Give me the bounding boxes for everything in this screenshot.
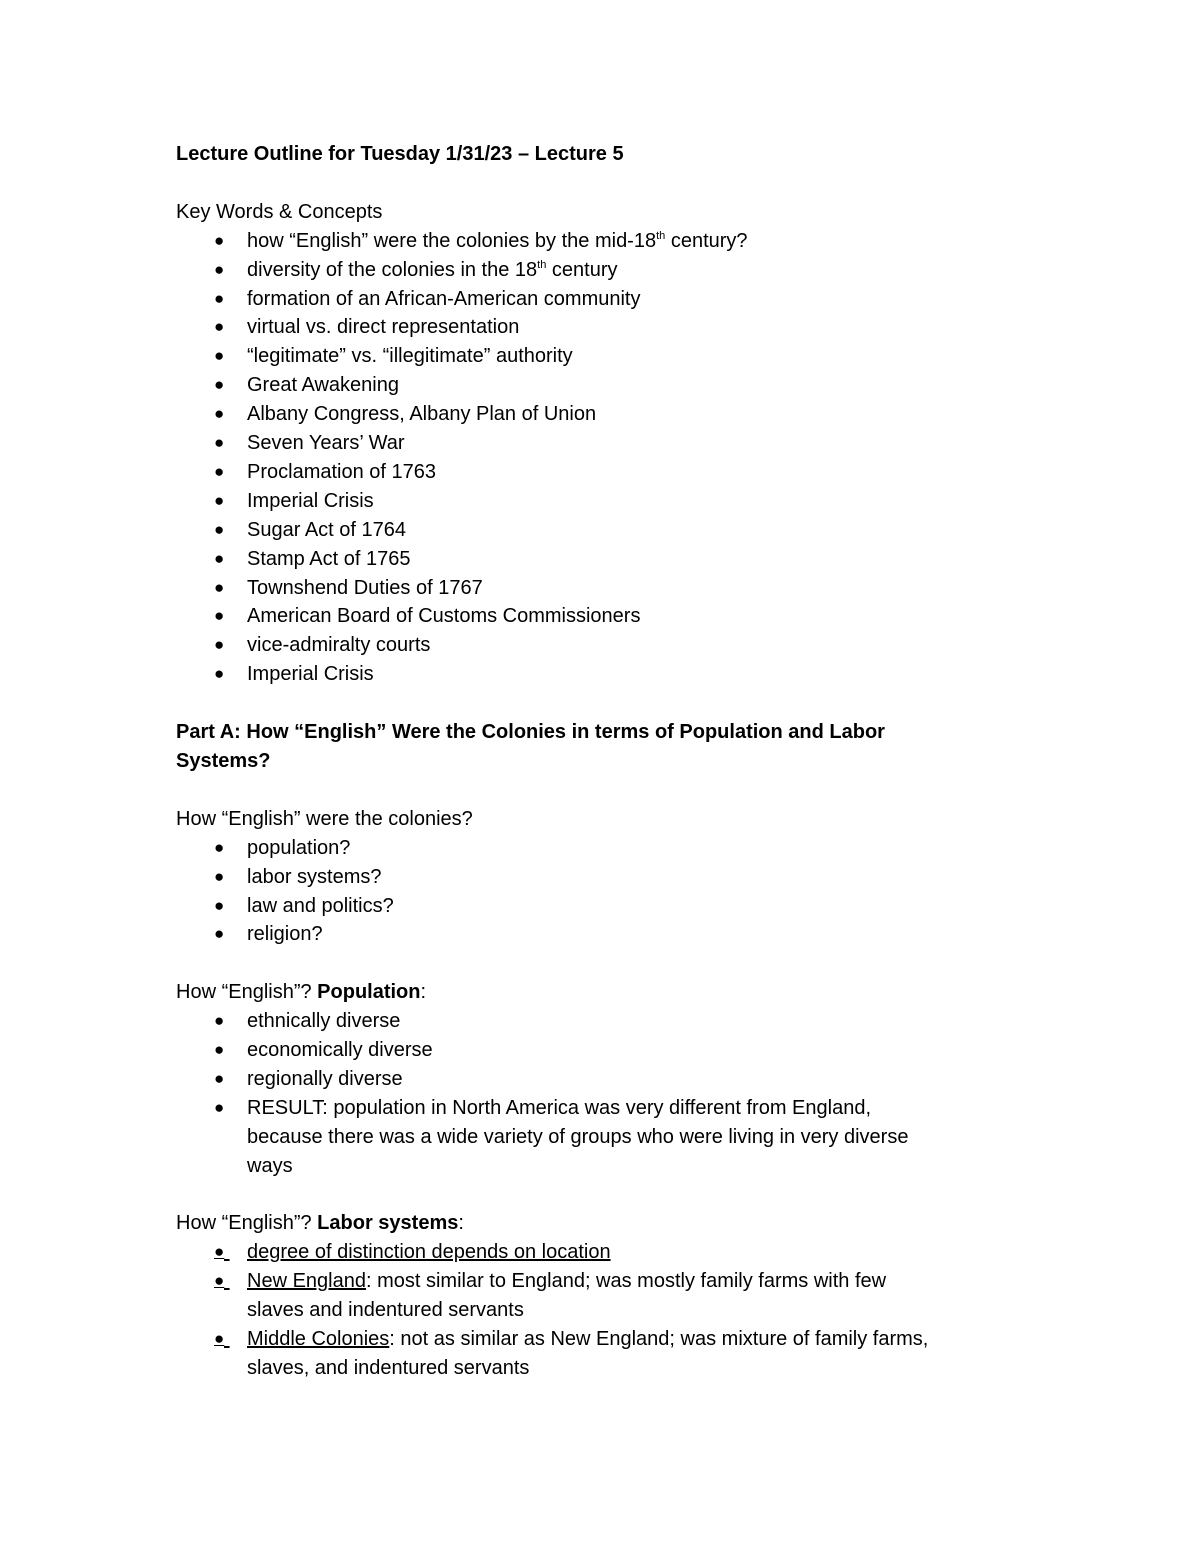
part-a-heading-line: Part A: How “English” Were the Colonies in terms of Population and Labor [176, 721, 885, 744]
labor-heading [176, 1209, 1036, 1238]
list-item [176, 342, 1036, 371]
list-item-label: New England [247, 1270, 366, 1293]
bullet-icon: ● [214, 317, 225, 337]
list-item-text: Great Awakening [247, 374, 399, 397]
list-item-text: : not as similar as New England; was mixture of family farms, [389, 1328, 929, 1351]
list-item [176, 1238, 1036, 1267]
list-item-text: religion? [247, 923, 323, 946]
bullet-icon: ● [214, 924, 225, 944]
bullet-icon: ● [214, 837, 225, 857]
list-item [176, 400, 1036, 429]
bullet-icon: ● [214, 1097, 225, 1117]
list-item-text: ethnically diverse [247, 1010, 401, 1033]
bullet-icon: ● [214, 490, 225, 510]
list-item-text: Seven Years’ War [247, 432, 405, 455]
spacer [176, 169, 1036, 198]
spacer [176, 776, 1036, 805]
bullet-icon: ● [214, 404, 225, 424]
list-item-text: : most similar to England; was mostly family farms with few [365, 1270, 887, 1293]
how-english-list [176, 834, 1036, 950]
list-item [176, 834, 1036, 863]
bullet-icon: ● [214, 664, 225, 684]
bullet-icon: ● [214, 346, 225, 366]
list-item-text: virtual vs. direct representation [247, 316, 520, 339]
population-heading [176, 978, 1036, 1007]
population-list [176, 1007, 1036, 1180]
list-item [176, 1065, 1036, 1094]
list-item-text: century [546, 258, 618, 281]
list-item [176, 602, 1036, 631]
list-item-text: slaves, and indentured servants [247, 1356, 530, 1379]
bullet-icon: ● [214, 433, 225, 453]
key-words-heading: Key Words & Concepts [176, 200, 383, 223]
list-item-text: Stamp Act of 1765 [247, 547, 411, 570]
list-item-text: Imperial Crisis [247, 489, 374, 512]
list-item [176, 458, 1036, 487]
underline-spacer [224, 1325, 247, 1354]
list-item [176, 429, 1036, 458]
list-item [176, 516, 1036, 545]
bullet-icon: ● [214, 1011, 225, 1031]
bullet-icon: ● [214, 259, 225, 279]
bullet-icon: ● [214, 895, 225, 915]
list-item [176, 313, 1036, 342]
bullet-icon: ● [214, 1242, 225, 1262]
list-item-text: Proclamation of 1763 [247, 460, 437, 483]
list-item-text: degree of distinction depends on location [247, 1241, 611, 1264]
spacer [176, 689, 1036, 718]
list-item [176, 574, 1036, 603]
list-item-text: Townshend Duties of 1767 [247, 576, 483, 599]
part-a-heading [176, 718, 1036, 776]
list-item [176, 920, 1036, 949]
list-item-text: American Board of Customs Commissioners [247, 605, 641, 628]
list-item [176, 1325, 1036, 1383]
part-a-heading-line: Systems? [176, 750, 271, 772]
list-item-text: formation of an African-American community [247, 287, 641, 310]
bullet-icon: ● [214, 606, 225, 626]
spacer [176, 1181, 1036, 1210]
list-item [176, 631, 1036, 660]
bullet-icon: ● [214, 1040, 225, 1060]
how-english-heading: How “English” were the colonies? [176, 807, 473, 830]
bullet-icon: ● [214, 635, 225, 655]
bullet-icon: ● [214, 866, 225, 886]
list-item [176, 1036, 1036, 1065]
list-item [176, 487, 1036, 516]
list-item-text: Imperial Crisis [247, 663, 374, 686]
list-item [176, 1094, 1036, 1181]
list-item-label: Middle Colonies [247, 1328, 390, 1351]
list-item-text: how “English” were the colonies by the mid-18 [247, 229, 657, 252]
list-item [176, 1007, 1036, 1036]
list-item-text: economically diverse [247, 1039, 433, 1062]
heading-bold: Population [317, 981, 421, 1004]
list-item-text: vice-admiralty courts [247, 634, 431, 657]
list-item-text: Albany Congress, Albany Plan of Union [247, 403, 597, 426]
heading-prefix: How “English”? [176, 981, 318, 1004]
bullet-icon: ● [214, 1271, 225, 1291]
list-item-text: population? [247, 836, 351, 859]
bullet-icon: ● [214, 1329, 225, 1349]
key-words-list [176, 227, 1036, 690]
list-item [176, 1267, 1036, 1325]
list-item-text: diversity of the colonies in the 18 [247, 258, 538, 281]
page-title: Lecture Outline for Tuesday 1/31/23 – Lecture 5 [176, 143, 624, 165]
heading-suffix: : [420, 981, 427, 1004]
underline-spacer [224, 1238, 247, 1267]
labor-list [176, 1238, 1036, 1383]
list-item [176, 227, 1036, 256]
spacer [176, 949, 1036, 978]
bullet-icon: ● [214, 230, 225, 250]
heading-prefix: How “English”? [176, 1212, 318, 1235]
bullet-icon: ● [214, 1068, 225, 1088]
list-item-text: because there was a wide variety of groups who were living in very diverse [247, 1125, 909, 1148]
bullet-icon: ● [214, 288, 225, 308]
superscript: th [656, 229, 666, 242]
document-content [176, 140, 1036, 1383]
list-item-text: Sugar Act of 1764 [247, 518, 407, 541]
bullet-icon: ● [214, 577, 225, 597]
list-item-text: regionally diverse [247, 1067, 403, 1090]
underline-spacer [224, 1267, 247, 1296]
heading-bold: Labor systems [317, 1212, 459, 1235]
list-item [176, 863, 1036, 892]
list-item [176, 285, 1036, 314]
bullet-icon: ● [214, 519, 225, 539]
list-item-text: RESULT: population in North America was very different from England, [247, 1096, 872, 1119]
bullet-icon: ● [214, 461, 225, 481]
list-item-text: labor systems? [247, 865, 382, 888]
heading-suffix: : [458, 1212, 464, 1235]
bullet-icon: ● [214, 375, 225, 395]
list-item [176, 371, 1036, 400]
list-item-text: century? [665, 229, 748, 252]
superscript: th [537, 258, 547, 271]
list-item [176, 545, 1036, 574]
list-item-text: slaves and indentured servants [247, 1299, 524, 1322]
list-item-text: ways [247, 1154, 293, 1177]
list-item [176, 660, 1036, 689]
list-item [176, 892, 1036, 921]
bullet-icon: ● [214, 548, 225, 568]
list-item [176, 256, 1036, 285]
list-item-text: “legitimate” vs. “illegitimate” authority [247, 345, 573, 368]
list-item-text: law and politics? [247, 894, 394, 917]
